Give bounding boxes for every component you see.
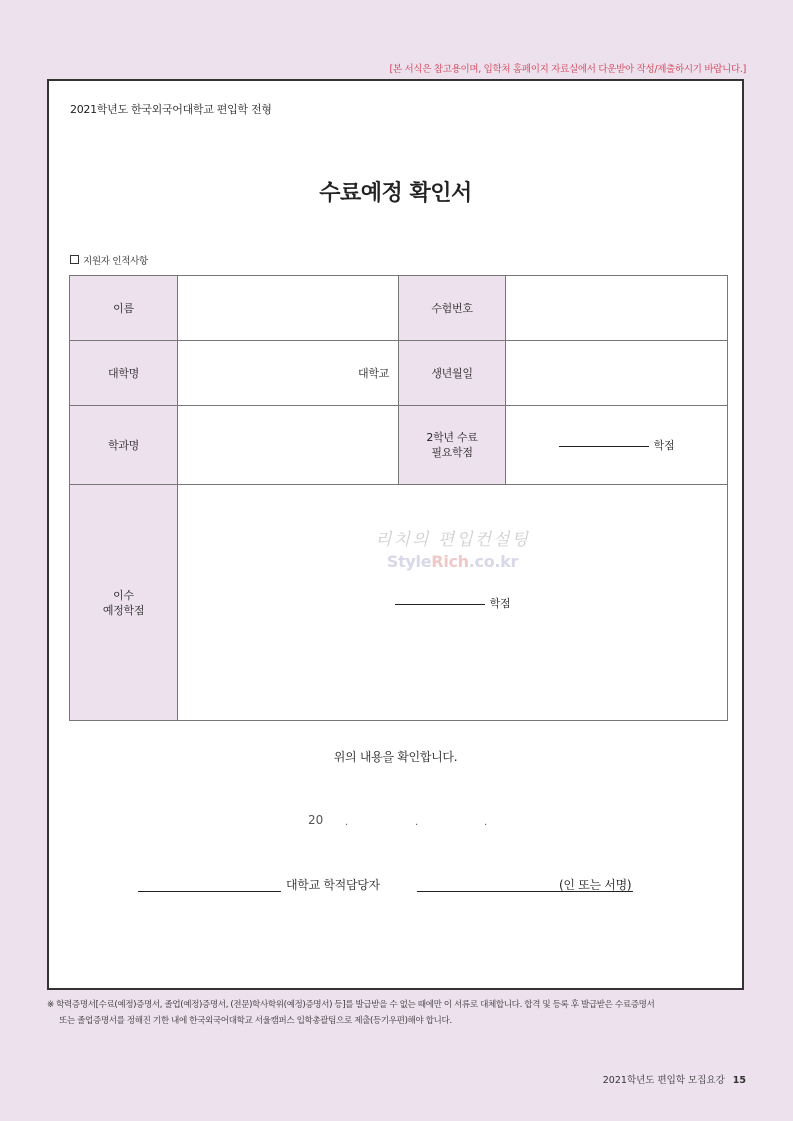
required-credits-label-line1: 2학년 수료 [426,431,478,444]
credit-unit: 학점 [489,596,511,610]
expected-credits-field[interactable] [178,485,728,721]
section-label [70,253,148,267]
exam-number-field[interactable] [506,276,728,341]
department-field[interactable] [178,406,399,485]
blank-line [395,604,485,605]
required-credits-field[interactable] [506,406,728,485]
section-label-text: 지원자 인적사항 [83,256,148,267]
watermark-domain: .co.kr [468,552,519,571]
university-field[interactable] [178,341,399,406]
watermark-style: Style [386,552,432,571]
footnote-line1: ※ 학력증명서[수료(예정)증명서, 졸업(예정)증명서, (전문)학사학위(예정)증명서) 등]를 발급받을 수 없는 때에만 이 서류로 대체합니다. 합격 및 등록 후 발급받은 수료증명서 [47,1000,655,1010]
watermark-rich: Rich [431,552,469,571]
registrar-label: 대학교 학적담당자 [286,878,380,892]
table-row [70,341,728,406]
checkbox-square-icon [70,255,79,264]
signature-label: (인 또는 서명) [559,878,632,892]
university-label: 대학명 [70,341,178,406]
confirmation-form-sheet [47,79,744,990]
name-label: 이름 [70,276,178,341]
birthdate-field[interactable] [506,341,728,406]
table-row [70,406,728,485]
page-number: 15 [732,1075,746,1086]
name-field[interactable] [178,276,399,341]
university-blank-line [138,891,281,892]
date-separator: . [415,817,419,828]
form-reference-note: [본 서식은 참고용이며, 입학처 홈페이지 자료실에서 다운받아 작성/제출하시기 바랍니다.] [389,64,746,75]
watermark-line2 [178,552,727,571]
credit-unit: 학점 [653,439,675,452]
table-row [70,485,728,721]
expected-credits-label-line1: 이수 [113,588,134,602]
footer-label: 2021학년도 편입학 모집요강 [602,1075,725,1086]
table-row [70,276,728,341]
year-prefix: 20 [308,813,324,827]
department-label: 학과명 [70,406,178,485]
watermark-line1: 리치의 편입컨설팅 [375,530,530,550]
confirmation-statement: 위의 내용을 확인합니다. [333,750,458,764]
watermark [178,525,727,571]
page-footer [603,1072,746,1086]
footnote-line2: 또는 졸업증명서를 정해진 기한 내에 한국외국어대학교 서울캠퍼스 입학총괄팀으로 제출(등기우편)해야 합니다. [59,1016,452,1026]
document-title: 수료예정 확인서 [319,181,472,206]
applicant-info-table [69,275,728,721]
footnote [47,997,757,1029]
university-suffix: 대학교 [358,367,389,380]
date-separator: . [345,817,349,828]
date-line [308,813,488,828]
required-credits-label [399,406,506,485]
birthdate-label: 생년월일 [399,341,506,406]
blank-line [559,446,649,447]
date-separator: . [484,817,488,828]
exam-title: 2021학년도 한국외국어대학교 편입학 전형 [70,103,272,116]
expected-credits-label [70,485,178,721]
exam-number-label: 수험번호 [399,276,506,341]
expected-credits-label-line2: 예정학점 [102,603,145,617]
required-credits-label-line2: 필요학점 [431,446,473,459]
